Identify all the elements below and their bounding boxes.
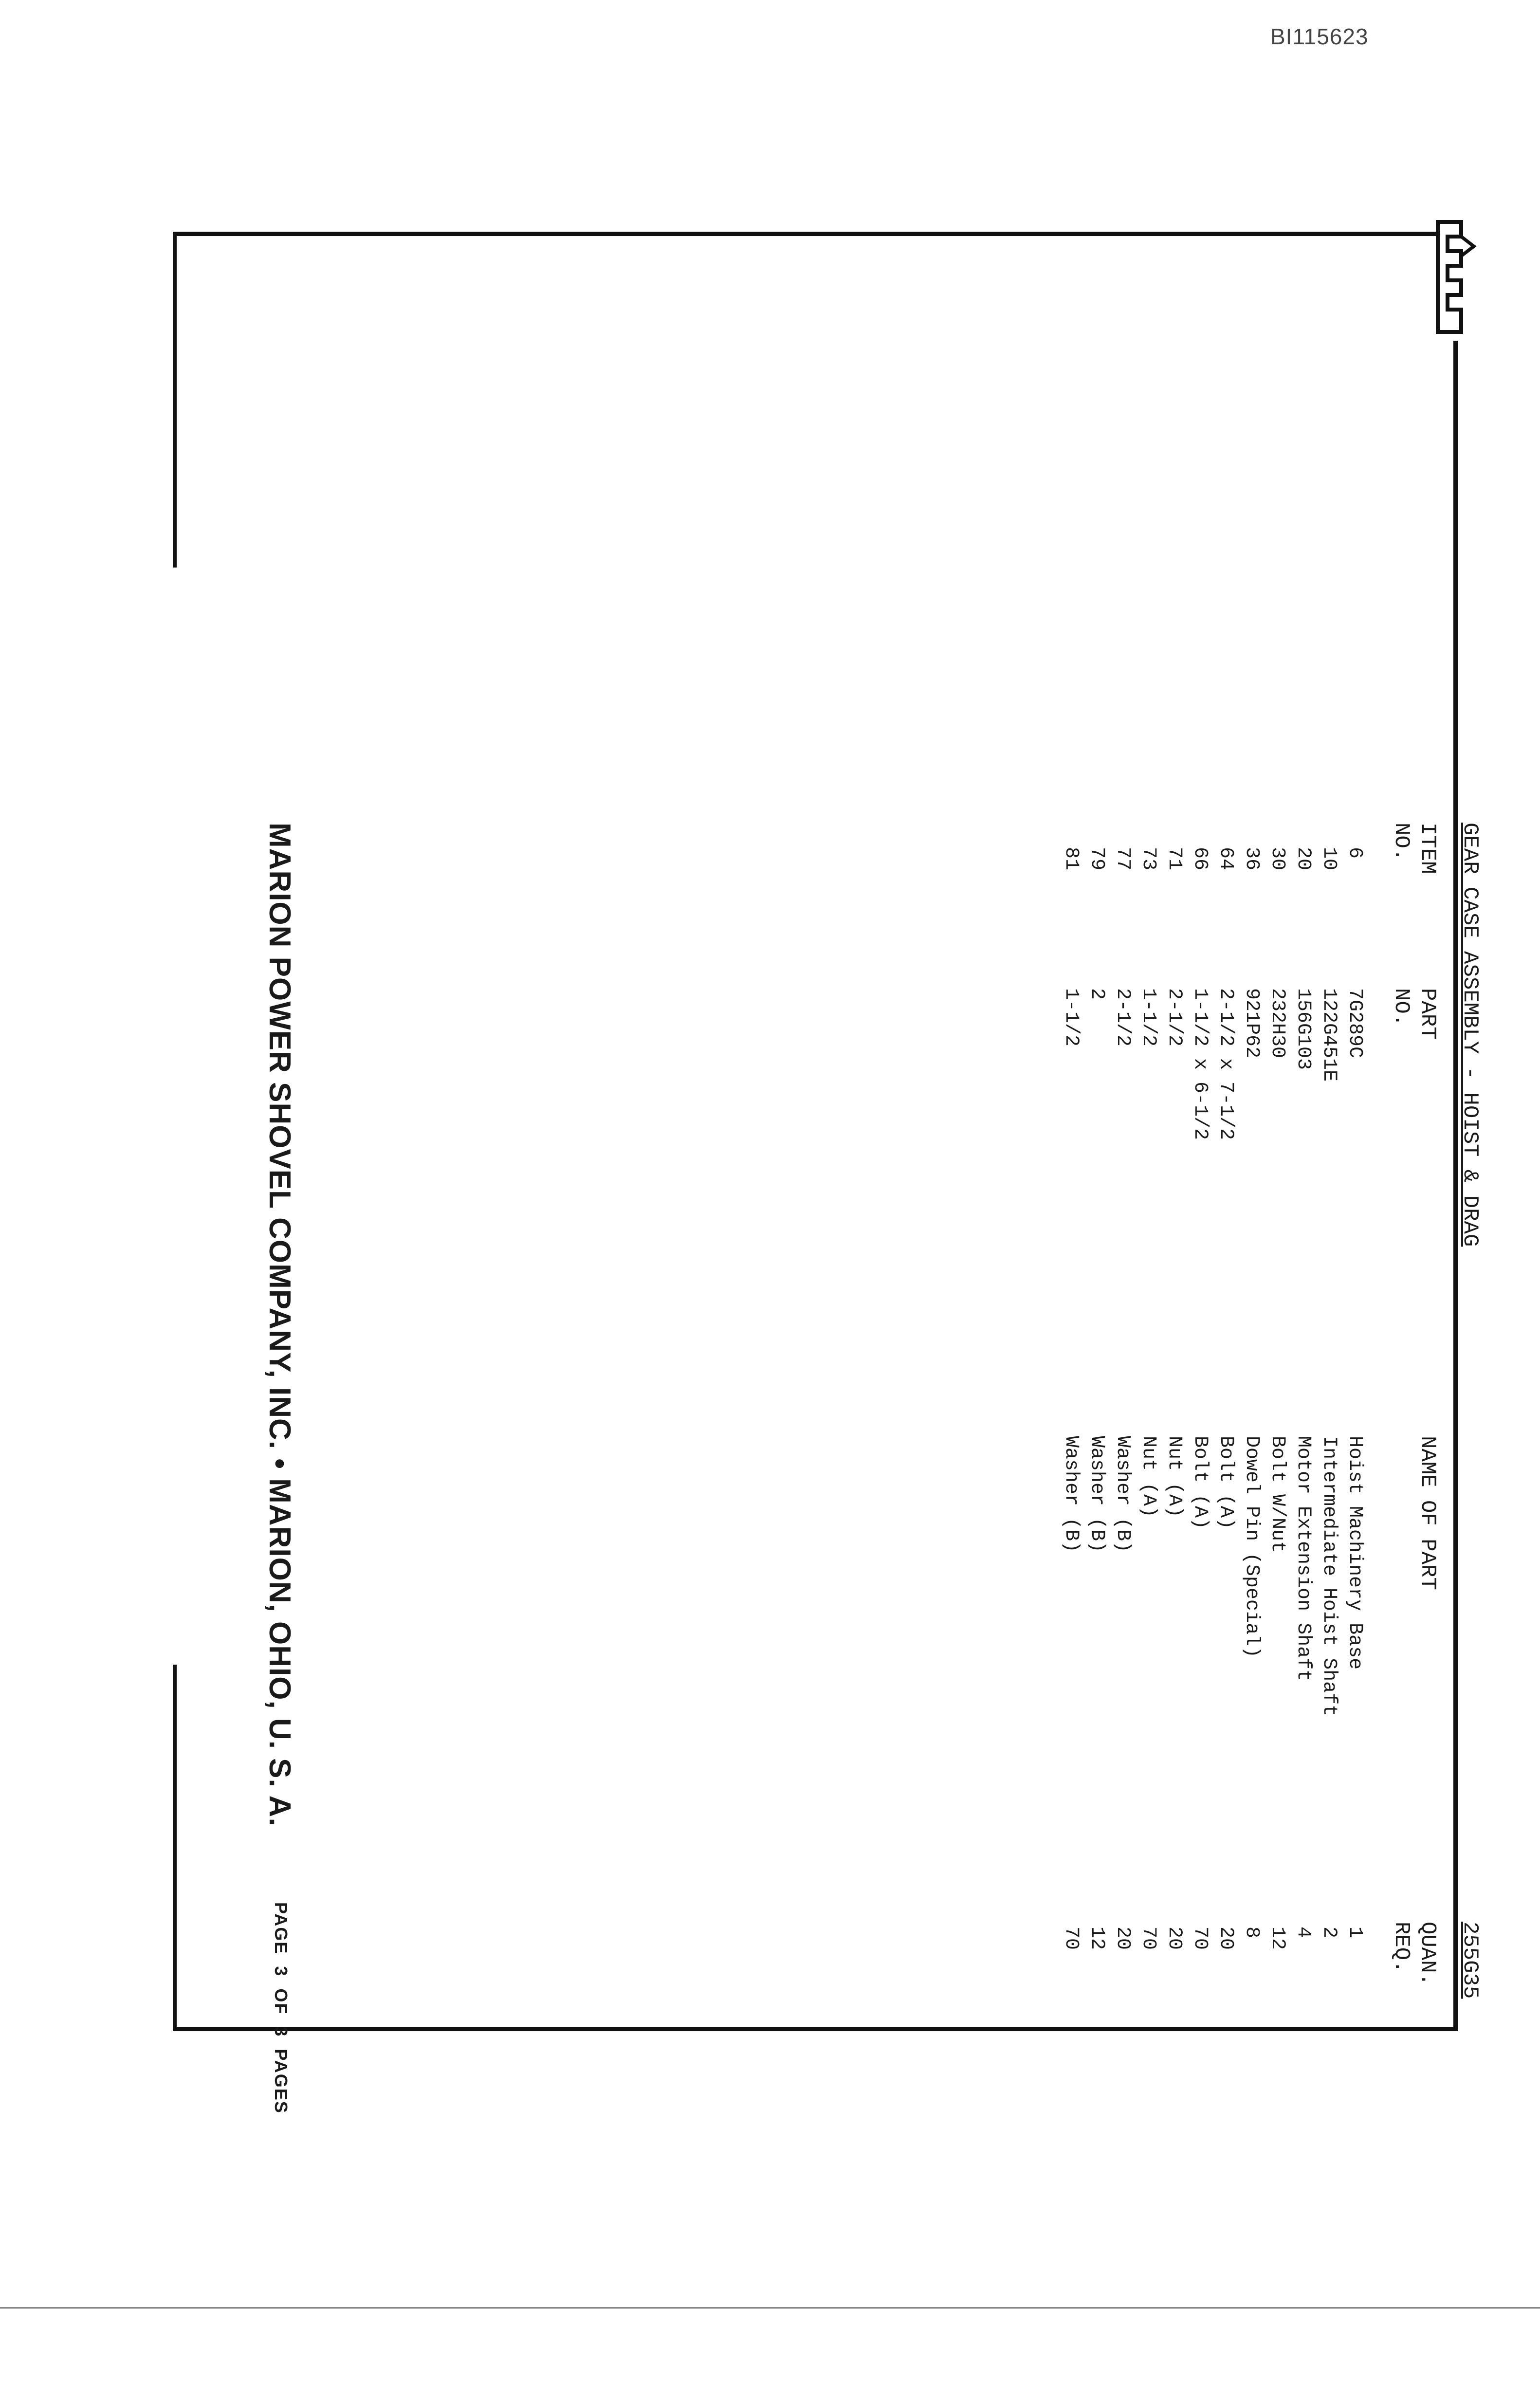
item-number: 77 [1112, 847, 1134, 871]
item-number: 79 [1086, 847, 1108, 871]
frame-border-top [173, 232, 1440, 236]
quantity: 20 [1215, 1926, 1237, 1950]
part-name: Bolt (A) [1189, 1436, 1211, 1530]
frame-border-left-upper [173, 232, 177, 568]
item-number: 64 [1215, 847, 1237, 871]
part-number: 156G103 [1292, 988, 1314, 1070]
part-name: Bolt W/Nut [1266, 1436, 1288, 1553]
part-number: 232H30 [1266, 988, 1288, 1059]
table-row [1239, 823, 1265, 2039]
table-row [1136, 823, 1161, 2039]
part-name: Washer (B) [1086, 1436, 1108, 1553]
company-footer: MARION POWER SHOVEL COMPANY, INC. • MARION, OHIO, U. S. A. [263, 823, 296, 1827]
table-row [1265, 823, 1290, 2039]
rotated-parts-list [102, 531, 1514, 2195]
part-number: 122G451E [1318, 988, 1340, 1082]
quantity: 1 [1344, 1926, 1366, 1939]
table-row [1161, 823, 1187, 2039]
scan-edge-line [0, 2307, 1540, 2309]
table-row [1213, 823, 1239, 2039]
table-row [1187, 823, 1213, 2039]
item-number: 73 [1137, 847, 1159, 871]
part-name: Nut (A) [1163, 1436, 1185, 1518]
part-number: 1-1/2 [1137, 988, 1159, 1047]
item-number: 30 [1266, 847, 1288, 871]
item-number: 20 [1292, 847, 1314, 871]
item-number: 36 [1241, 847, 1263, 871]
part-name: Hoist Machinery Base [1344, 1436, 1366, 1670]
header-part-no: PART NO. [1389, 988, 1440, 1040]
part-name: Bolt (A) [1215, 1436, 1237, 1530]
quantity: 4 [1292, 1926, 1314, 1939]
quantity: 2 [1318, 1926, 1340, 1939]
quantity: 70 [1189, 1926, 1211, 1950]
header-name-of-part: NAME OF PART [1415, 1436, 1440, 1590]
part-name: Washer (B) [1112, 1436, 1134, 1553]
part-name: Nut (A) [1137, 1436, 1159, 1518]
quantity: 12 [1266, 1926, 1288, 1950]
table-row [1110, 823, 1136, 2039]
quantity: 70 [1137, 1926, 1159, 1950]
item-number: 71 [1163, 847, 1185, 871]
part-number: 2-1/2 x 7-1/2 [1215, 988, 1237, 1140]
quantity: 20 [1112, 1926, 1134, 1950]
part-number: 2 [1086, 988, 1108, 1000]
part-name: Dowel Pin (Special) [1241, 1436, 1263, 1658]
part-number: 2-1/2 [1163, 988, 1185, 1047]
quantity: 70 [1060, 1926, 1082, 1950]
table-row [1084, 823, 1110, 2039]
quantity: 12 [1086, 1926, 1108, 1950]
quantity: 20 [1163, 1926, 1185, 1950]
table-row [1058, 823, 1084, 2039]
part-number: 1-1/2 x 6-1/2 [1189, 988, 1211, 1140]
item-number: 66 [1189, 847, 1211, 871]
part-number: 2-1/2 [1112, 988, 1134, 1047]
part-number: 921P62 [1241, 988, 1263, 1059]
header-quantity: QUAN. REQ. [1389, 1922, 1440, 1986]
item-number: 6 [1344, 847, 1366, 859]
part-name: Intermediate Hoist Shaft [1318, 1436, 1340, 1717]
table-row [1342, 823, 1368, 2039]
drawing-number: 255G35 [1458, 1922, 1482, 1999]
quantity: 8 [1241, 1926, 1263, 1939]
table-row [1290, 823, 1316, 2039]
parts-table [1058, 823, 1368, 2039]
marion-logo-icon [1431, 217, 1480, 338]
item-number: 81 [1060, 847, 1082, 871]
part-name: Washer (B) [1060, 1436, 1082, 1553]
page-indicator: PAGE 3 OF 3 PAGES [271, 1902, 291, 2114]
table-row [1316, 823, 1342, 2039]
part-number: 7G289C [1344, 988, 1366, 1059]
header-item-no: ITEM NO. [1389, 823, 1440, 874]
document-id: BI115623 [1270, 24, 1369, 49]
item-number: 10 [1318, 847, 1340, 871]
part-number: 1-1/2 [1060, 988, 1082, 1047]
assembly-title: GEAR CASE ASSEMBLY - HOIST & DRAG [1458, 823, 1482, 1247]
part-name: Motor Extension Shaft [1292, 1436, 1314, 1682]
